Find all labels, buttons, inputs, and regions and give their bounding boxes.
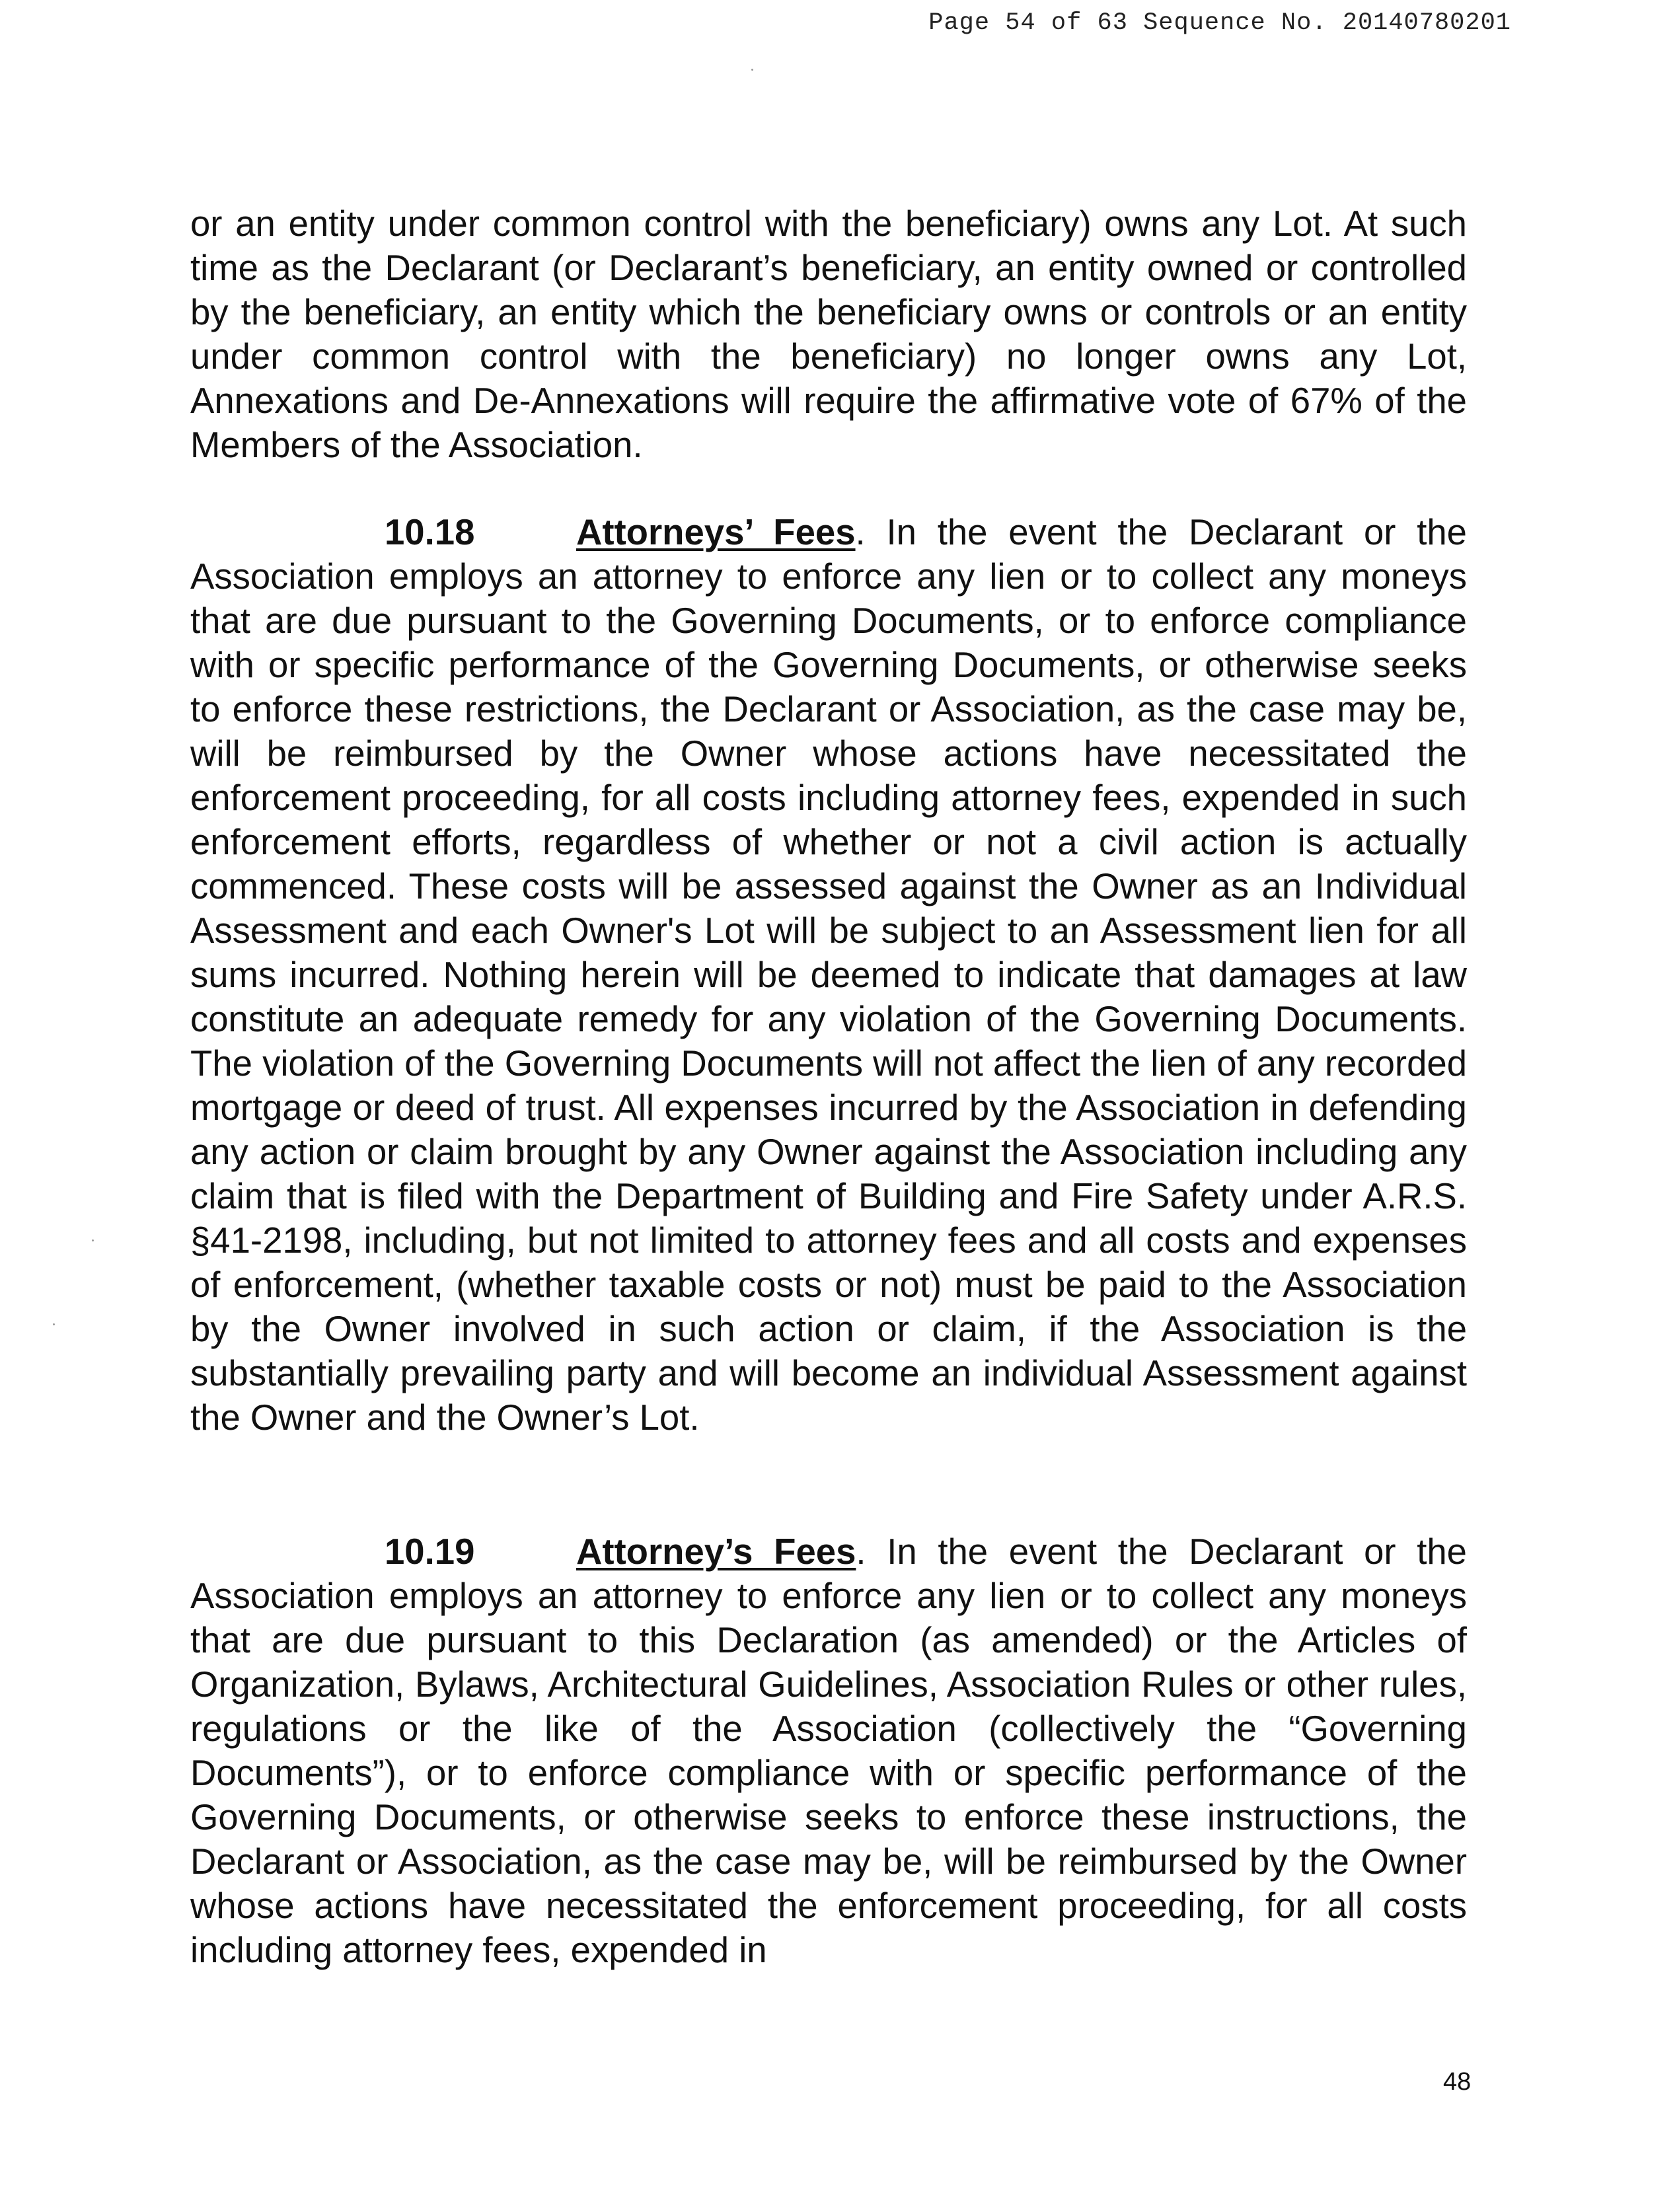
page-number: 48 [1443,2068,1472,2096]
scan-speck [92,1239,94,1241]
page-header-sequence: Page 54 of 63 Sequence No. 20140780201 [928,9,1511,37]
section-number: 10.18 [385,512,475,552]
scan-speck [53,1323,55,1325]
section-title: Attorneys’ Fees [576,512,856,552]
section-title-punctuation: . [855,512,866,552]
section-body: In the event the Declarant or the Association employs an attorney to enforce any lien or to collect any moneys that are due pursuant to this Declaration (as amended) or the Articles of Organization, Bylaws, Architectural Guidelines, Association Rules or other rules, regulations or the like of the Association (collectively the “Governing Documents”), or to enforce compliance with or specific performance of the Governing Documents, or otherwise seeks to enforce these instructions, the Declarant or Association, as the case may be, will be reimbursed by the Owner whose actions have necessitated the enforcement proceeding, for all costs including attorney fees, expended in [190,1531,1467,1970]
paragraph-continued: or an entity under common control with the beneficiary) owns any Lot. At such time as the Declarant (or Declarant’s beneficiary, an entity owned or controlled by the beneficiary, an entity which the beneficiary owns or controls or an entity under common control with the beneficiary) no longer owns any Lot, Annexations and De-Annexations will require the affirmative vote of 67% of the Members of the Association. [190,203,1467,465]
section-10-19 [190,1530,1467,1972]
section-10-18 [190,510,1467,1440]
section-title: Attorney’s Fees [576,1531,856,1572]
section-body: In the event the Declarant or the Association employs an attorney to enforce any lien or to collect any moneys that are due pursuant to the Governing Documents, or to enforce compliance with or specific performance of the Governing Documents, or otherwise seeks to enforce these restrictions, the Declarant or Association, as the case may be, will be reimbursed by the Owner whose actions have necessitated the enforcement proceeding, for all costs including attorney fees, expended in such enforcement efforts, regardless of whether or not a civil action is actually commenced. These costs will be assessed against the Owner as an Individual Assessment and each Owner's Lot will be subject to an Assessment lien for all sums incurred. Nothing herein will be deemed to indicate that damages at law constitute an adequate remedy for any violation of the Governing Documents. The violation of the Governing Documents will not affect the lien of any recorded mortgage or deed of trust. All expenses incurred by the Association in defending any action or claim brought by any Owner against the Association including any claim that is filed with the Department of Building and Fire Safety under A.R.S. §41-2198, including, but not limited to attorney fees and all costs and expenses of enforcement, (whether taxable costs or not) must be paid to the Association by the Owner involved in such action or claim, if the Association is the substantially prevailing party and will become an individual Assessment against the Owner and the Owner’s Lot. [190,512,1467,1438]
section-title-punctuation: . [856,1531,866,1572]
section-number: 10.19 [385,1531,475,1572]
scan-speck [751,69,753,71]
